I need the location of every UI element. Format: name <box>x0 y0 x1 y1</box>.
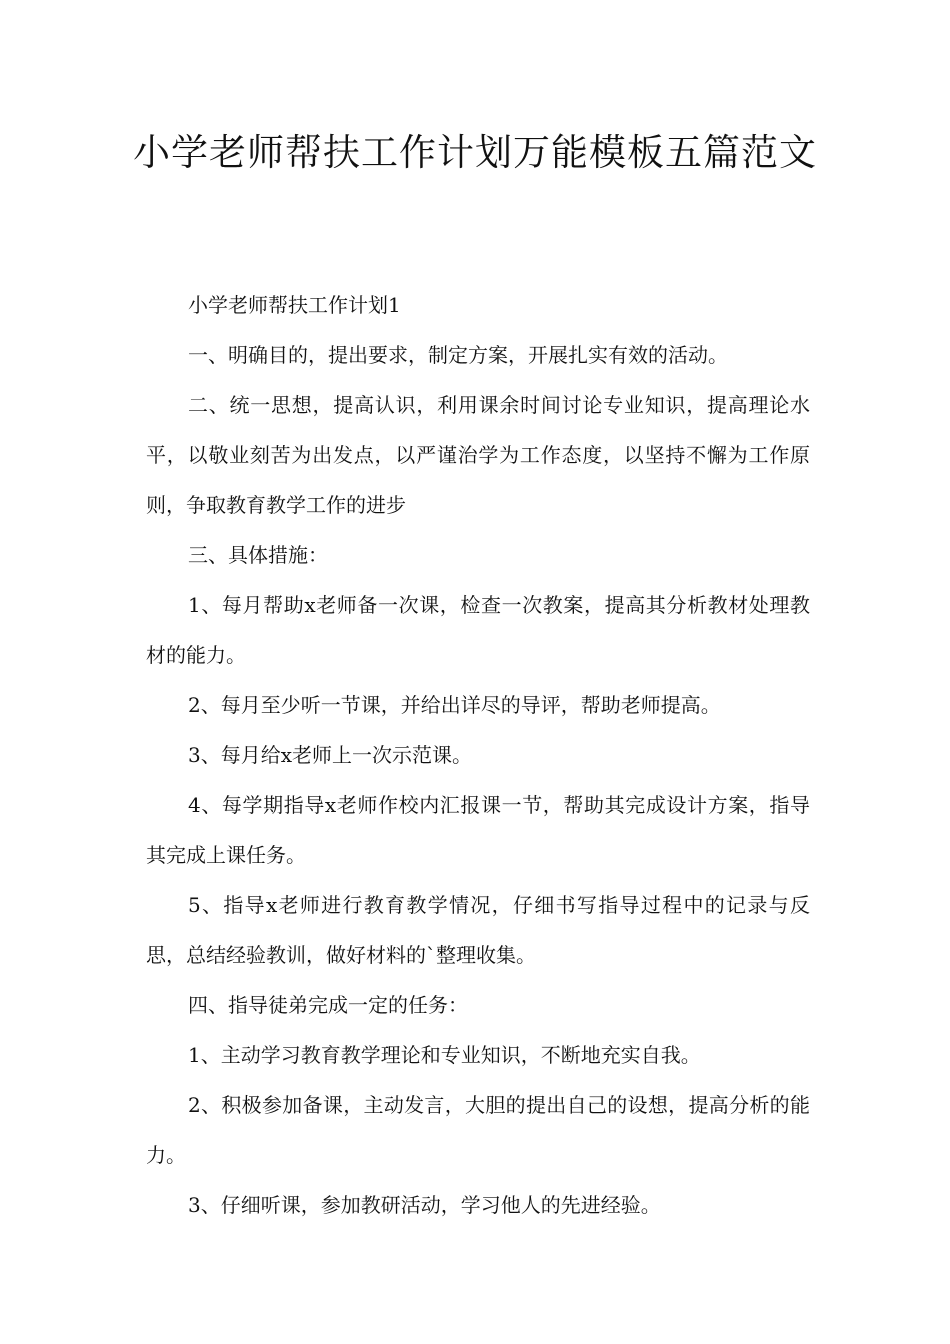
document-title: 小学老师帮扶工作计划万能模板五篇范文 <box>133 131 817 174</box>
measure-item-2: 2、每月至少听一节课，并给出详尽的导评，帮助老师提高。 <box>188 693 721 717</box>
measure-item-4: 4、每学期指导x老师作校内汇报课一节，帮助其完成设计方案，指导其完成上课任务。 <box>146 793 810 867</box>
task-item-2: 2、积极参加备课，主动发言，大胆的提出自己的设想，提高分析的能力。 <box>146 1093 810 1167</box>
task-item-3: 3、仔细听课，参加教研活动，学习他人的先进经验。 <box>188 1193 661 1217</box>
measure-item-5: 5、指导x老师进行教育教学情况，仔细书写指导过程中的记录与反思，总结经验教训，做好材料的`整理收集。 <box>146 893 810 967</box>
paragraph-point-2: 二、统一思想，提高认识，利用课余时间讨论专业知识，提高理论水平，以敬业刻苦为出发点，以严谨治学为工作态度，以坚持不懈为工作原则，争取教育教学工作的进步 <box>146 393 810 517</box>
paragraph-point-4-heading: 四、指导徒弟完成一定的任务： <box>188 993 468 1017</box>
measure-item-3: 3、每月给x老师上一次示范课。 <box>188 743 473 767</box>
section-heading-plan-1: 小学老师帮扶工作计划1 <box>188 293 401 317</box>
measure-item-1: 1、每月帮助x老师备一次课，检查一次教案，提高其分析教材处理教材的能力。 <box>146 593 810 667</box>
task-item-1: 1、主动学习教育教学理论和专业知识，不断地充实自我。 <box>188 1043 701 1067</box>
document-body <box>146 280 810 1230</box>
paragraph-point-1: 一、明确目的，提出要求，制定方案，开展扎实有效的活动。 <box>188 343 728 367</box>
paragraph-point-3-heading: 三、具体措施： <box>188 543 328 567</box>
